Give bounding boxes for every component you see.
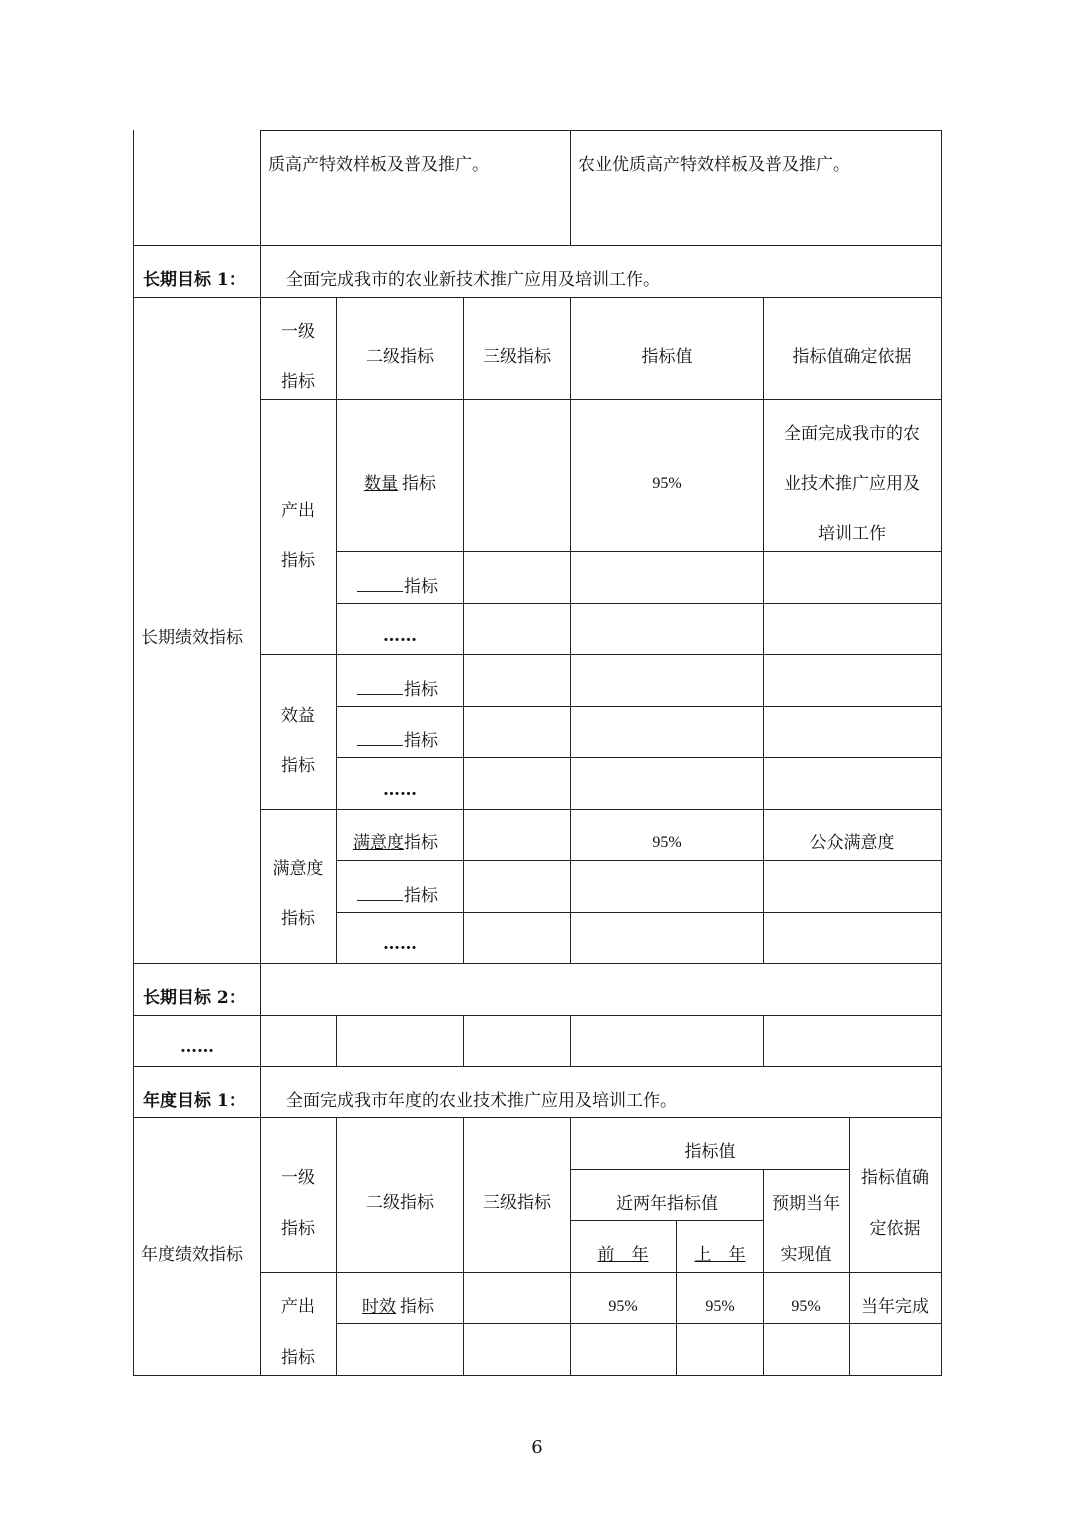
annual-header-basis-a: 指标值确 <box>861 1168 929 1188</box>
long-benefit-row1-suffix: 指标 <box>404 680 438 700</box>
long-output-row3-ellipsis: …… <box>383 626 417 646</box>
long-satisfaction-row1-prefix: 满意度 <box>353 833 404 853</box>
annual-header-expected-a: 预期当年 <box>772 1194 840 1214</box>
annual-header-prev-year: 前 年 <box>597 1245 649 1265</box>
annual-goal1-text: 全面完成我市年度的农业技术推广应用及培训工作。 <box>286 1091 677 1111</box>
long-output-row1-basis-1: 全面完成我市的农 <box>784 424 920 444</box>
annual-header-expected-b: 实现值 <box>780 1245 832 1265</box>
blank-field <box>357 885 403 901</box>
long-benefit-label-b: 指标 <box>281 756 315 776</box>
long-output-row1-value: 95% <box>652 475 682 492</box>
annual-goal1-label: 年度目标 1： <box>143 1091 246 1111</box>
long-output-row2-suffix: 指标 <box>404 577 438 597</box>
annual-header-recent: 近两年指标值 <box>616 1194 718 1214</box>
annual-output-last-value: 95% <box>705 1298 735 1315</box>
annual-output-prev-value: 95% <box>608 1298 638 1315</box>
annual-output-row1-prefix: 时效 <box>362 1297 396 1317</box>
ellipsis-row: …… <box>180 1037 214 1057</box>
long-benefit-label-a: 效益 <box>281 706 315 726</box>
annual-header-value: 指标值 <box>684 1142 736 1162</box>
long-benefit-row1-indicator <box>357 679 438 700</box>
long-output-row1-basis-3: 培训工作 <box>818 524 886 544</box>
top-left-text: 质高产特效样板及普及推广。 <box>268 155 489 175</box>
long-header-value: 指标值 <box>641 347 693 367</box>
long-benefit-row2-suffix: 指标 <box>404 731 438 751</box>
long-goal1-label: 长期目标 1： <box>143 270 246 290</box>
annual-output-expected-value: 95% <box>791 1298 821 1315</box>
annual-output-basis: 当年完成 <box>861 1297 929 1317</box>
long-satisfaction-row1-indicator <box>353 833 438 853</box>
blank-field <box>357 576 403 592</box>
long-satisfaction-label-b: 指标 <box>281 909 315 929</box>
long-benefit-row3-ellipsis: …… <box>383 780 417 800</box>
long-goal2-label: 长期目标 2： <box>143 988 246 1008</box>
long-header-level3: 三级指标 <box>483 347 551 367</box>
long-output-label-b: 指标 <box>281 551 315 571</box>
long-output-row2-indicator <box>357 576 438 597</box>
annual-output-label-a: 产出 <box>281 1297 315 1317</box>
blank-field <box>357 730 403 746</box>
annual-header-level3: 三级指标 <box>483 1193 551 1213</box>
annual-output-row1-suffix: 指标 <box>400 1297 434 1317</box>
page-number: 6 <box>531 1437 543 1458</box>
long-header-level1-b: 指标 <box>281 372 315 392</box>
long-output-row1-prefix: 数量 <box>364 474 398 494</box>
blank-field <box>357 679 403 695</box>
long-satisfaction-row1-suffix: 指标 <box>404 833 438 853</box>
long-output-row1-indicator <box>352 474 436 494</box>
long-satisfaction-row2-suffix: 指标 <box>404 886 438 906</box>
long-output-label-a: 产出 <box>281 501 315 521</box>
long-header-basis: 指标值确定依据 <box>792 347 912 367</box>
long-satisfaction-row1-value: 95% <box>652 834 682 851</box>
long-satisfaction-label-a: 满意度 <box>272 859 324 879</box>
top-right-text: 农业优质高产特效样板及普及推广。 <box>578 155 850 175</box>
long-performance-label: 长期绩效指标 <box>141 628 243 648</box>
long-output-row1-suffix: 指标 <box>402 474 436 494</box>
long-goal1-text: 全面完成我市的农业新技术推广应用及培训工作。 <box>286 270 660 290</box>
long-satisfaction-row1-basis: 公众满意度 <box>809 833 895 853</box>
annual-header-level1-b: 指标 <box>281 1219 315 1239</box>
long-output-row1-basis-2: 业技术推广应用及 <box>784 474 920 494</box>
annual-header-last-year: 上 年 <box>694 1245 746 1265</box>
annual-header-level2: 二级指标 <box>366 1193 434 1213</box>
annual-header-basis-b: 定依据 <box>869 1219 921 1239</box>
long-header-level2: 二级指标 <box>366 347 434 367</box>
annual-output-label-b: 指标 <box>281 1348 315 1368</box>
long-satisfaction-row3-ellipsis: …… <box>383 934 417 954</box>
annual-performance-label: 年度绩效指标 <box>141 1245 243 1265</box>
long-satisfaction-row2-indicator <box>357 885 438 906</box>
long-benefit-row2-indicator <box>357 730 438 751</box>
long-header-level1-a: 一级 <box>281 322 315 342</box>
annual-output-row1-indicator <box>352 1297 434 1317</box>
annual-header-level1-a: 一级 <box>281 1168 315 1188</box>
